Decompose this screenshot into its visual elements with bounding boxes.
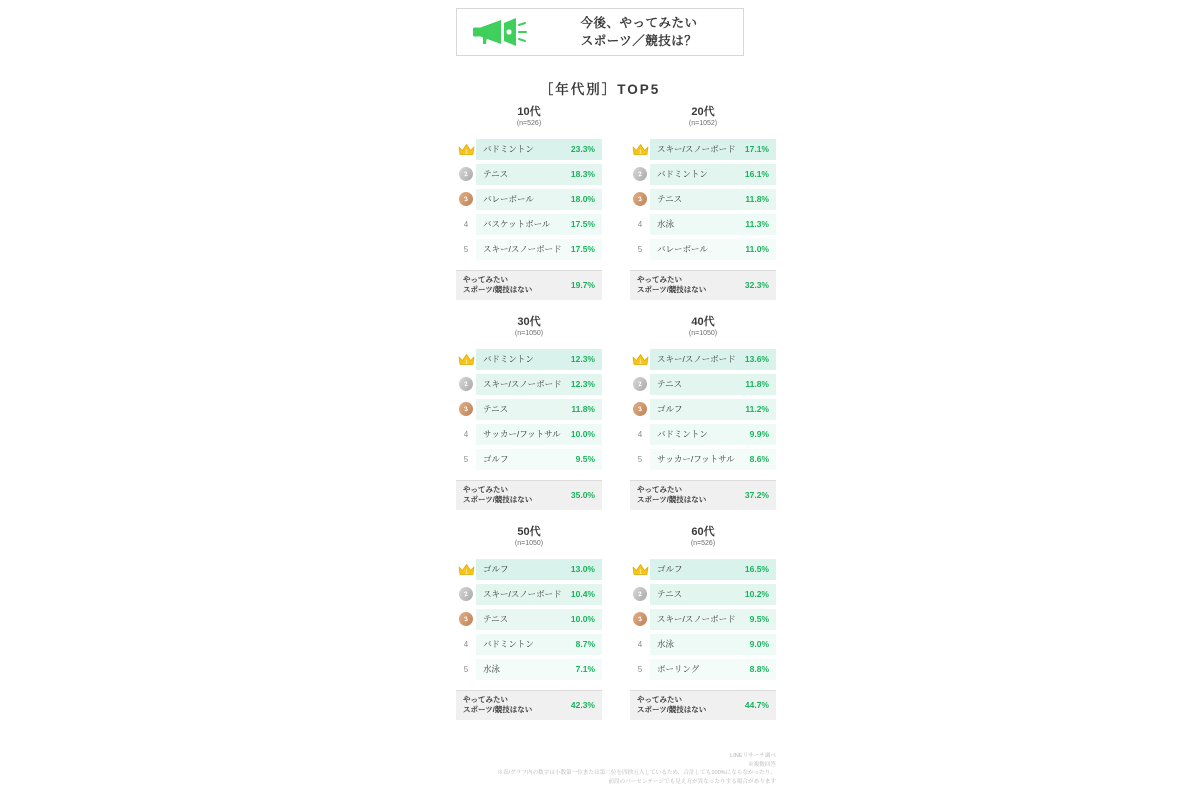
rank-row [456, 164, 602, 185]
age-group-sample-size: (n=1050) [514, 540, 544, 548]
rank-bar [650, 659, 776, 680]
header-card [456, 8, 744, 56]
rank-number: 5 [463, 664, 469, 674]
rank-value: 8.8% [749, 664, 769, 675]
rank-category-label: バドミントン [657, 429, 708, 440]
rank-row [456, 584, 602, 605]
rank-bar [476, 189, 602, 210]
crown-icon [458, 563, 475, 576]
age-group-sample-size: (n=526) [516, 120, 542, 128]
rank-category-label: テニス [483, 169, 509, 180]
svg-text:1: 1 [464, 359, 468, 366]
rank-number: 4 [637, 639, 643, 649]
silver-medal-icon: 2 [632, 166, 649, 183]
rank-bar [476, 659, 602, 680]
rank-category-label: バスケットボール [483, 219, 551, 230]
rank-number: 5 [463, 244, 469, 254]
age-group-block [630, 526, 776, 720]
rank-number: 4 [463, 219, 469, 229]
rank-value: 9.5% [575, 454, 595, 465]
rank-row [456, 559, 602, 580]
rank-bar [650, 139, 776, 160]
rank-value: 11.8% [745, 194, 769, 205]
footnote-line-3: ※表/グラフ内の数字は小数第一位または第二位を四捨五入しているため、合計しても100%にならなかったり、 [497, 770, 776, 777]
rank-list [630, 349, 776, 470]
rank-row [630, 659, 776, 680]
svg-text:1: 1 [464, 569, 468, 576]
rank-bronze-medal [630, 189, 650, 210]
silver-medal-icon: 2 [458, 376, 475, 393]
rank-category-label: テニス [483, 404, 509, 415]
rank-bronze-medal [630, 399, 650, 420]
rank-bar [650, 189, 776, 210]
age-group-block [456, 106, 602, 300]
rank-category-label: スキー/スノーボード [657, 354, 736, 365]
rank-row [630, 189, 776, 210]
age-group-block [456, 526, 602, 720]
rank-bar [650, 584, 776, 605]
rank-value: 23.3% [570, 144, 595, 155]
rank-value: 8.7% [575, 639, 595, 650]
rank-category-label: ゴルフ [657, 404, 683, 415]
rank-value: 13.0% [570, 564, 595, 575]
rank-crown-badge [630, 559, 650, 580]
age-group-sample-size: (n=1050) [514, 330, 544, 338]
rank-bar [476, 424, 602, 445]
age-group-label: 20代 [691, 106, 715, 118]
rank-category-label: 水泳 [657, 639, 675, 650]
rank-value: 8.6% [749, 454, 769, 465]
rank-value: 11.8% [745, 379, 769, 390]
rank-row [456, 189, 602, 210]
rank-silver-medal [456, 164, 476, 185]
rank-category-label: 水泳 [657, 219, 675, 230]
rank-number: 4 [637, 429, 643, 439]
rank-value: 10.0% [570, 614, 595, 625]
megaphone-icon [457, 9, 541, 55]
bronze-medal-icon: 3 [632, 611, 649, 628]
bronze-medal-icon: 3 [632, 191, 649, 208]
age-group-row [456, 316, 776, 510]
crown-icon [632, 353, 649, 366]
header-title-line2: スポーツ／競技は？ [580, 34, 698, 48]
none-answer-value: 44.7% [744, 700, 769, 711]
rank-bar [650, 349, 776, 370]
rank-category-label: バレーボール [657, 244, 708, 255]
rank-category-label: テニス [657, 194, 683, 205]
rank-value: 10.0% [570, 429, 595, 440]
crown-icon [632, 563, 649, 576]
bronze-medal-icon: 3 [632, 401, 649, 418]
rank-value: 9.9% [749, 429, 769, 440]
rank-value: 10.2% [744, 589, 769, 600]
age-group-heading [630, 526, 776, 549]
rank-list [456, 349, 602, 470]
none-answer-row [456, 480, 602, 510]
bronze-medal-icon: 3 [458, 611, 475, 628]
rank-value: 9.0% [749, 639, 769, 650]
age-group-row [456, 526, 776, 720]
rank-bar [650, 164, 776, 185]
rank-value: 11.2% [745, 404, 769, 415]
rank-list [630, 139, 776, 260]
rank-value: 10.4% [570, 589, 595, 600]
none-answer-row [456, 690, 602, 720]
silver-medal-icon: 2 [458, 166, 475, 183]
rank-category-label: サッカー/フットサル [657, 454, 735, 465]
rank-bar [476, 374, 602, 395]
rank-number: 4 [637, 219, 643, 229]
svg-text:1: 1 [638, 569, 642, 576]
rank-category-label: バドミントン [483, 144, 534, 155]
rank-bronze-medal [456, 399, 476, 420]
rank-category-label: スキー/スノーボード [483, 244, 562, 255]
bronze-medal-icon: 3 [458, 401, 475, 418]
rank-bar [650, 399, 776, 420]
crown-icon [632, 143, 649, 156]
rank-value: 17.1% [744, 144, 769, 155]
rank-bar [476, 584, 602, 605]
rank-row [456, 349, 602, 370]
rank-row [630, 239, 776, 260]
rank-value: 16.5% [744, 564, 769, 575]
rank-row [630, 584, 776, 605]
rank-category-label: サッカー/フットサル [483, 429, 561, 440]
rank-bar [650, 424, 776, 445]
age-group-sample-size: (n=526) [690, 540, 716, 548]
rank-crown-badge [456, 349, 476, 370]
rank-crown-badge [630, 349, 650, 370]
age-group-label: 60代 [691, 525, 715, 538]
rank-value: 17.5% [570, 244, 595, 255]
rank-category-label: スキー/スノーボード [483, 589, 562, 600]
rank-row [456, 374, 602, 395]
rank-category-label: バドミントン [483, 354, 534, 365]
svg-text:1: 1 [464, 149, 468, 156]
rank-row [456, 239, 602, 260]
rank-category-label: 水泳 [483, 664, 501, 675]
none-answer-value: 32.3% [744, 280, 769, 291]
silver-medal-icon: 2 [458, 586, 475, 603]
rank-bar [476, 634, 602, 655]
rank-number: 5 [463, 454, 469, 464]
rank-value: 17.5% [570, 219, 595, 230]
rank-row [456, 449, 602, 470]
rank-category-label: ボーリング [657, 664, 700, 675]
footnote-line-2: ※複数回答 [748, 761, 776, 768]
rank-value: 16.1% [744, 169, 769, 180]
crown-icon [458, 143, 475, 156]
rank-row [456, 399, 602, 420]
rank-bar [650, 239, 776, 260]
rank-category-label: スキー/スノーボード [657, 614, 736, 625]
none-answer-value: 37.2% [744, 490, 769, 501]
age-group-label: 50代 [517, 525, 541, 538]
rank-bar [650, 449, 776, 470]
rank-bar [650, 559, 776, 580]
rank-value: 12.3% [570, 354, 595, 365]
rank-number: 4 [463, 639, 469, 649]
rank-row [630, 559, 776, 580]
rank-list [456, 139, 602, 260]
rank-value: 7.1% [575, 664, 595, 675]
none-answer-row [630, 690, 776, 720]
footnote-line-1: LINEリサーチ調べ [730, 753, 776, 759]
rank-bar [476, 239, 602, 260]
rank-category-label: テニス [657, 379, 683, 390]
bronze-medal-icon: 3 [458, 191, 475, 208]
none-answer-label: やってみたい スポーツ/競技はない [463, 695, 533, 715]
rank-crown-badge [456, 139, 476, 160]
rank-bar [476, 164, 602, 185]
rank-value: 12.3% [570, 379, 595, 390]
none-answer-value: 42.3% [570, 700, 595, 711]
footnote-line-4: 前段のパーセンテージでも見え方が異なったりする場合があります [608, 778, 776, 785]
rank-category-label: バドミントン [657, 169, 708, 180]
rank-bar [476, 449, 602, 470]
rank-category-label: スキー/スノーボード [657, 144, 736, 155]
rank-bar [476, 399, 602, 420]
age-group-block [456, 316, 602, 510]
rank-silver-medal [456, 584, 476, 605]
age-group-sample-size: (n=1050) [688, 330, 718, 338]
rank-crown-badge [456, 559, 476, 580]
rank-bar [650, 634, 776, 655]
section-title: ［年代別］TOP5 [539, 82, 661, 97]
rank-row [456, 659, 602, 680]
rank-row [630, 139, 776, 160]
age-group-block [630, 106, 776, 300]
rank-row [630, 164, 776, 185]
rank-row [456, 609, 602, 630]
rank-category-label: テニス [483, 614, 509, 625]
rank-value: 11.0% [745, 244, 769, 255]
none-answer-label: やってみたい スポーツ/競技はない [463, 275, 533, 295]
rank-value: 18.3% [570, 169, 595, 180]
rank-silver-medal [630, 374, 650, 395]
rank-category-label: ゴルフ [483, 564, 509, 575]
none-answer-label: やってみたい スポーツ/競技はない [637, 695, 707, 715]
rank-bronze-medal [456, 189, 476, 210]
rank-row [630, 399, 776, 420]
rank-row [456, 139, 602, 160]
footnote [456, 752, 776, 787]
age-group-sample-size: (n=1052) [688, 120, 718, 128]
none-answer-label: やってみたい スポーツ/競技はない [463, 485, 533, 505]
age-group-heading [456, 526, 602, 549]
age-group-grid [456, 106, 776, 736]
header-title-line1: 今後、やってみたい [580, 15, 698, 30]
silver-medal-icon: 2 [632, 586, 649, 603]
none-answer-value: 19.7% [570, 280, 595, 291]
age-group-label: 30代 [517, 315, 541, 328]
rank-number: 4 [463, 429, 469, 439]
rank-category-label: バレーボール [483, 194, 534, 205]
rank-bar [476, 349, 602, 370]
rank-category-label: ゴルフ [483, 454, 509, 465]
rank-silver-medal [456, 374, 476, 395]
none-answer-row [456, 270, 602, 300]
rank-row [630, 609, 776, 630]
crown-icon [458, 353, 475, 366]
rank-number: 5 [637, 244, 643, 254]
age-group-block [630, 316, 776, 510]
rank-row [630, 349, 776, 370]
rank-crown-badge [630, 139, 650, 160]
rank-number: 5 [637, 664, 643, 674]
rank-row [456, 424, 602, 445]
rank-row [456, 214, 602, 235]
rank-value: 11.8% [571, 404, 595, 415]
rank-bar [476, 139, 602, 160]
header-title [541, 14, 743, 50]
none-answer-row [630, 270, 776, 300]
age-group-heading [456, 106, 602, 129]
rank-row [630, 214, 776, 235]
rank-category-label: テニス [657, 589, 683, 600]
rank-bar [476, 609, 602, 630]
age-group-heading [630, 316, 776, 339]
rank-silver-medal [630, 584, 650, 605]
age-group-row [456, 106, 776, 300]
rank-row [630, 424, 776, 445]
rank-bronze-medal [630, 609, 650, 630]
age-group-label: 10代 [517, 106, 541, 118]
age-group-label: 40代 [691, 315, 715, 328]
rank-bar [650, 609, 776, 630]
silver-medal-icon: 2 [632, 376, 649, 393]
age-group-heading [456, 316, 602, 339]
none-answer-row [630, 480, 776, 510]
rank-bar [476, 214, 602, 235]
rank-value: 9.5% [749, 614, 769, 625]
rank-row [630, 449, 776, 470]
none-answer-label: やってみたい スポーツ/競技はない [637, 275, 707, 295]
rank-value: 13.6% [744, 354, 769, 365]
rank-bronze-medal [456, 609, 476, 630]
rank-bar [476, 559, 602, 580]
rank-category-label: スキー/スノーボード [483, 379, 562, 390]
svg-text:1: 1 [638, 359, 642, 366]
rank-list [630, 559, 776, 680]
age-group-heading [630, 106, 776, 129]
rank-bar [650, 214, 776, 235]
rank-list [456, 559, 602, 680]
rank-category-label: ゴルフ [657, 564, 683, 575]
rank-value: 18.0% [570, 194, 595, 205]
rank-silver-medal [630, 164, 650, 185]
rank-row [456, 634, 602, 655]
none-answer-value: 35.0% [570, 490, 595, 501]
none-answer-label: やってみたい スポーツ/競技はない [637, 485, 707, 505]
svg-text:1: 1 [638, 149, 642, 156]
rank-row [630, 634, 776, 655]
rank-row [630, 374, 776, 395]
rank-category-label: バドミントン [483, 639, 534, 650]
rank-number: 5 [637, 454, 643, 464]
rank-bar [650, 374, 776, 395]
rank-value: 11.3% [745, 219, 769, 230]
